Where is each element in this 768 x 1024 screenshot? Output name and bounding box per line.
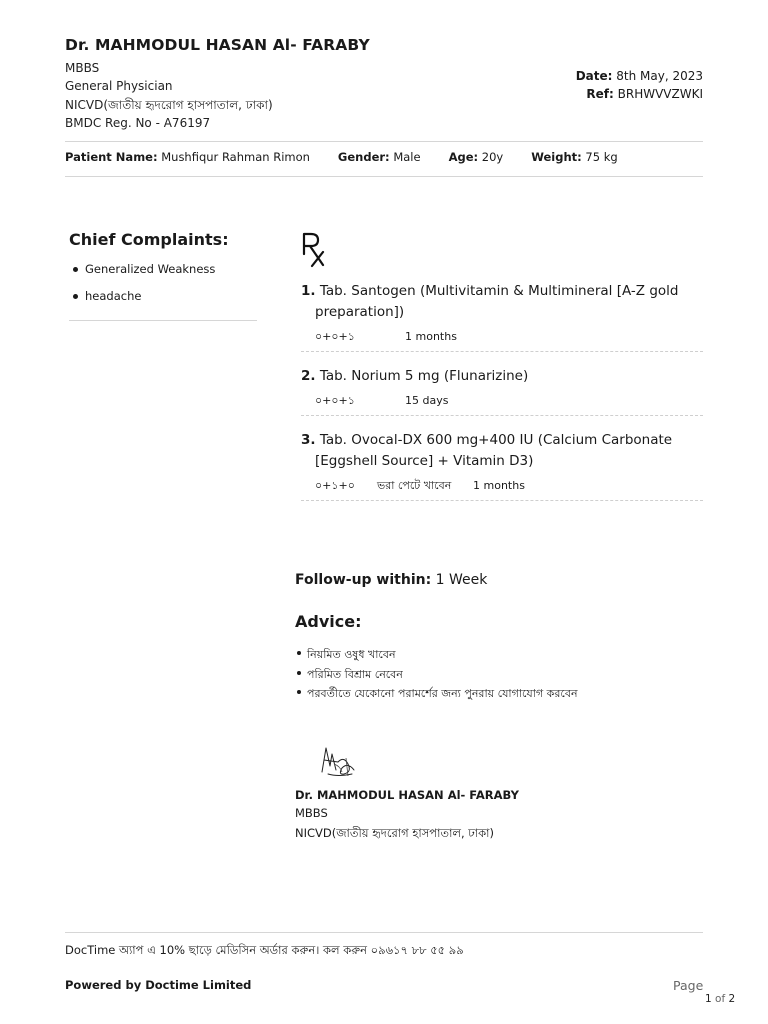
signature-name: Dr. MAHMODUL HASAN Al- FARABY [295,788,519,802]
age-field [449,150,504,164]
advice-title: Advice: [295,612,362,631]
advice-item: পরবর্তীতে যেকোনো পরামর্শের জন্য পুনরায় যোগাযোগ করবেন [295,685,578,705]
age-value: 20y [481,150,504,164]
patient-info-row [65,150,646,164]
signature-image [318,744,358,780]
medicine-title [301,281,703,323]
medicine-duration: 15 days [405,394,449,407]
medicine-dose: ০+০+১ [315,330,355,343]
medicine-item [301,430,703,501]
page-number [705,993,735,1005]
medicine-number: 2. [301,368,316,384]
date-label: Date: [575,69,613,83]
signature-institute: NICVD(জাতীয় হৃদরোগ হাসপাতাল, ঢাকা) [295,826,494,840]
weight-label: Weight: [531,150,582,164]
chief-complaints-list [69,262,257,321]
age-label: Age: [448,150,479,164]
page-total: 2 [728,993,736,1005]
signature-degree: MBBS [295,806,328,820]
medicine-duration: 1 months [405,330,457,343]
followup [295,572,487,588]
chief-complaints-title: Chief Complaints: [69,230,229,249]
medicine-dose: ০+০+১ [315,394,355,407]
medicine-title [301,430,703,472]
medicine-list [301,281,703,515]
doctor-degree: MBBS [65,61,100,75]
medicine-name: Tab. Ovocal-DX 600 mg+400 IU (Calcium Carbonate [Eggshell Source] + Vitamin D3) [315,432,673,469]
ref-field [586,87,703,101]
doctor-name: Dr. MAHMODUL HASAN Al- FARABY [65,36,370,54]
rx-icon [301,232,327,268]
medicine-item [301,281,703,352]
date-field [576,69,703,83]
complaint-item: headache [69,289,257,316]
medicine-title [301,366,703,387]
followup-value: 1 Week [435,572,488,588]
page-current: 1 [705,993,712,1005]
patient-name-value: Mushfiqur Rahman Rimon [161,150,310,164]
ref-value: BRHWVVZWKI [617,87,703,101]
medicine-dosage-row [301,472,703,500]
powered-by: Powered by Doctime Limited [65,978,252,992]
medicine-number: 3. [301,432,316,448]
medicine-number: 1. [301,283,316,299]
advice-list [295,646,578,705]
medicine-name: Tab. Norium 5 mg (Flunarizine) [319,368,529,384]
doctor-bmdc: BMDC Reg. No - A76197 [65,116,211,130]
header-divider [65,141,703,142]
doctor-institute: NICVD(জাতীয় হৃদরোগ হাসপাতাল, ঢাকা) [65,98,273,112]
patient-name-label: Patient Name: [65,150,158,164]
medicine-dose: ০+১+০ [315,479,355,492]
gender-label: Gender: [337,150,390,164]
medicine-dosage-row [301,387,703,415]
page-of: of [715,993,726,1005]
page-label: Page [673,978,704,993]
medicine-dosage-row [301,323,703,351]
medicine-duration: 1 months [473,479,525,492]
patient-divider [65,176,703,177]
ref-label: Ref: [586,87,614,101]
medicine-name: Tab. Santogen (Multivitamin & Multimineral [A-Z gold preparation]) [315,283,679,320]
advice-item: নিয়মিত ওষুধ খাবেন [295,646,578,666]
medicine-instruction: ভরা পেটে খাবেন [377,479,452,492]
advice-item: পরিমিত বিশ্রাম নেবেন [295,666,578,686]
gender-value: Male [393,150,421,164]
medicine-item [301,366,703,416]
followup-label: Follow-up within: [295,572,432,588]
promo-text: DocTime অ্যাপ এ 10% ছাড়ে মেডিসিন অর্ডার করুন। কল করুন ০৯৬১৭ ৮৮ ৫৫ ৯৯ [65,943,464,957]
date-value: 8th May, 2023 [616,69,703,83]
complaint-item: Generalized Weakness [69,262,257,289]
weight-value: 75 kg [585,150,618,164]
weight-field [531,150,617,164]
doctor-title: General Physician [65,79,173,93]
gender-field [338,150,421,164]
patient-name-field [65,150,310,164]
footer-divider [65,932,703,933]
